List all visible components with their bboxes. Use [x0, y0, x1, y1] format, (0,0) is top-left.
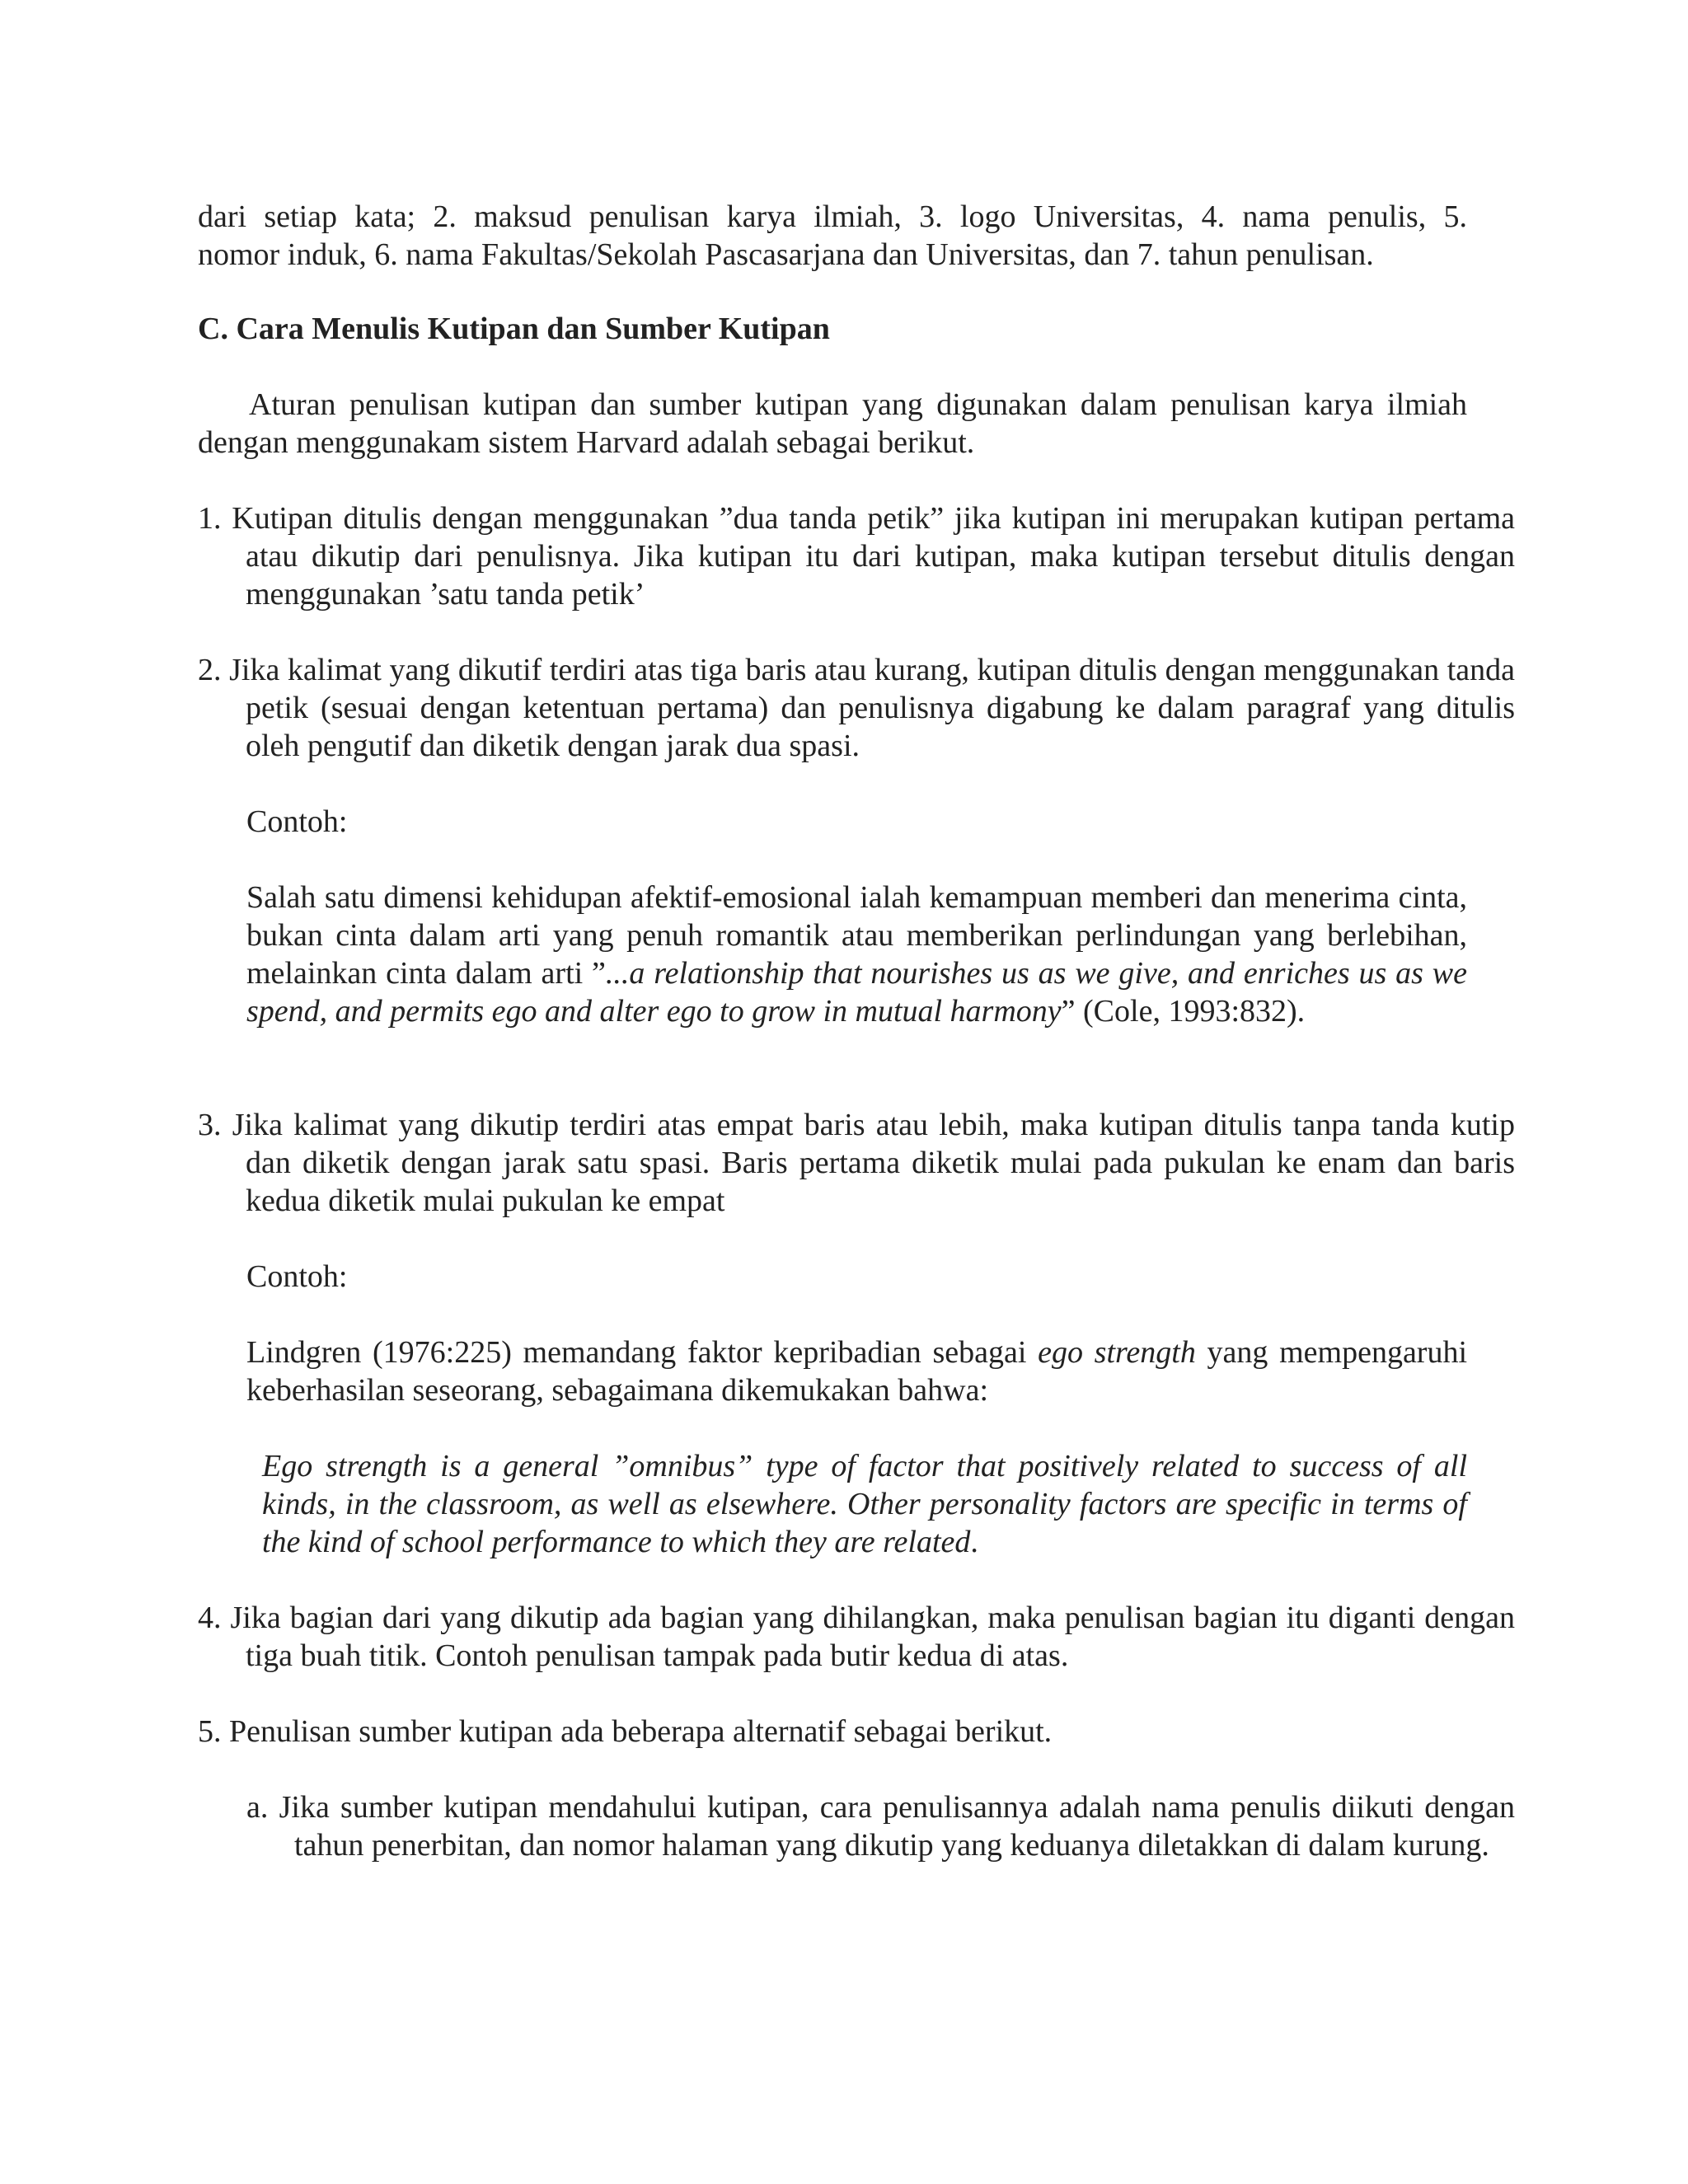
- list-item-number: 4.: [198, 1601, 222, 1635]
- example-paragraph-block-quote-intro: [246, 1333, 1467, 1409]
- section-heading: C. Cara Menulis Kutipan dan Sumber Kutipan: [198, 312, 830, 346]
- sub-list-item-a: [246, 1788, 1515, 1864]
- list-item-1: [198, 499, 1515, 613]
- example-text: Salah satu dimensi kehidupan afektif-emosional ialah kemampuan memberi dan menerima cinta, bukan cinta dalam arti yang penuh romantik atau memberikan perlindungan yang berlebihan, melainkan cinta dalam arti ”: [246, 880, 1467, 991]
- sub-list-item-text: Jika sumber kutipan mendahului kutipan, cara penulisannya adalah nama penulis diikuti dengan tahun penerbitan, dan nomor halaman yang dikutip yang keduanya diletakkan di dalam kurung.: [279, 1790, 1515, 1863]
- block-quote-text: Ego strength is a general ”omnibus” type of factor that positively related to success of all kinds, in the classroom, as well as elsewhere. Other personality factors are specific in terms of the kind of school performance to which they are related: [262, 1449, 1467, 1559]
- block-quote: [262, 1447, 1467, 1561]
- list-item-text: Jika kalimat yang dikutip terdiri atas empat baris atau lebih, maka kutipan ditulis tanpa tanda kutip dan diketik dengan jarak satu spasi. Baris pertama diketik mulai pada pukulan ke enam dan baris kedua diketik mulai pukulan ke empat: [232, 1108, 1515, 1218]
- intro-line-2: nomor induk, 6. nama Fakultas/Sekolah Pascasarjana dan Universitas, dan 7. tahun penulisan.: [198, 237, 1374, 272]
- list-item-number: 1.: [198, 501, 222, 536]
- example-paragraph-inline-quote: [246, 879, 1467, 1030]
- block-quote-period: .: [970, 1525, 978, 1559]
- list-item-4: [198, 1599, 1515, 1675]
- intro-paragraph: [198, 198, 1467, 274]
- list-item-text: Kutipan ditulis dengan menggunakan ”dua tanda petik” jika kutipan ini merupakan kutipan pertama atau dikutip dari penulisnya. Jika kutipan itu dari kutipan, maka kutipan tersebut ditulis dengan menggunakan ’satu tanda petik’: [232, 501, 1515, 612]
- example-citation: ” (Cole, 1993:832).: [1061, 994, 1306, 1029]
- list-item-number: 2.: [198, 653, 222, 687]
- sub-list-item-letter: a.: [246, 1790, 269, 1825]
- list-item-text: Jika kalimat yang dikutif terdiri atas tiga baris atau kurang, kutipan ditulis dengan menggunakan tanda petik (sesuai dengan ketentuan pertama) dan penulisnya digabung ke dalam paragraf yang ditulis oleh pengutif dan diketik dengan jarak dua spasi.: [229, 653, 1515, 763]
- list-item-2: [198, 651, 1515, 765]
- list-item-text: Jika bagian dari yang dikutip ada bagian yang dihilangkan, maka penulisan bagian itu diganti dengan tiga buah titik. Contoh penulisan tampak pada butir kedua di atas.: [230, 1601, 1516, 1673]
- list-item-3: [198, 1106, 1515, 1220]
- list-item-number: 3.: [198, 1108, 222, 1142]
- example-text: yang mempengaruhi keberhasilan seseorang, sebagaimana dikemukakan bahwa:: [246, 1335, 1468, 1408]
- list-item-text: Penulisan sumber kutipan ada beberapa alternatif sebagai berikut.: [229, 1714, 1053, 1749]
- list-item-number: 5.: [198, 1714, 222, 1749]
- example-label: Contoh:: [246, 804, 348, 839]
- section-intro-paragraph: Aturan penulisan kutipan dan sumber kutipan yang digunakan dalam penulisan karya ilmiah dengan menggunakam sistem Harvard adalah sebagai berikut.: [198, 387, 1467, 460]
- list-item-5: [198, 1713, 1515, 1750]
- example-text: Lindgren (1976:225) memandang faktor kepribadian sebagai: [246, 1335, 1027, 1370]
- inline-term-italic: ego strength: [1038, 1335, 1196, 1370]
- inline-quote-italic: ...a relationship that nourishes us as we give, and enriches us as we spend, and permits ego and alter ego to grow in mutual harmony: [246, 956, 1468, 1029]
- example-label: Contoh:: [246, 1259, 348, 1294]
- intro-line-1: dari setiap kata; 2. maksud penulisan karya ilmiah, 3. logo Universitas, 4. nama penulis, 5.: [198, 199, 1467, 234]
